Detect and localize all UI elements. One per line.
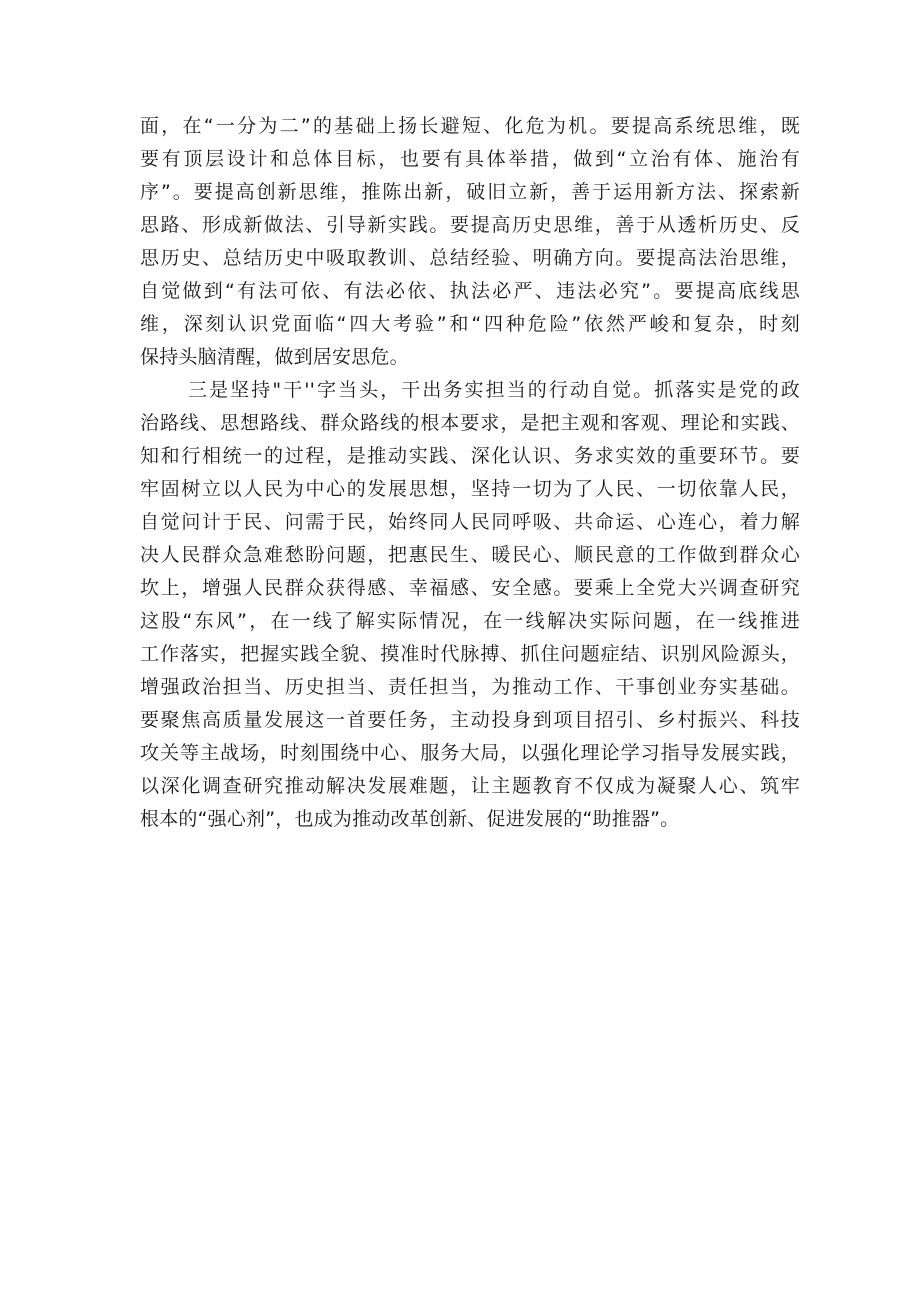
text-line: 以深化调查研究推动解决发展难题，让主题教育不仅成为凝聚人心、筑牢	[140, 775, 800, 797]
paragraph-1	[140, 110, 800, 374]
text-line: 工作落实，把握实践全貌、摸准时代脉搏、抓住问题症结、识别风险源头，	[140, 643, 800, 665]
text-line: 牢固树立以人民为中心的发展思想，坚持一切为了人民、一切依靠人民，	[140, 478, 800, 500]
text-line: 维，深刻认识党面临“四大考验”和“四种危险”依然严峻和复杂，时刻	[140, 313, 800, 335]
text-line: 知和行相统一的过程，是推动实践、深化认识、务求实效的重要环节。要	[140, 445, 800, 467]
text-line: 坎上，增强人民群众获得感、幸福感、安全感。要乘上全党大兴调查研究	[140, 577, 800, 599]
text-line: 根本的“强心剂”，也成为推动改革创新、促进发展的“助推器”。	[140, 808, 680, 830]
text-line: 要有顶层设计和总体目标，也要有具体举措，做到“立治有体、施治有	[140, 148, 800, 170]
text-line: 这股“东风”，在一线了解实际情况，在一线解决实际问题，在一线推进	[140, 610, 800, 632]
text-line: 保持头脑清醒，做到居安思危。	[140, 346, 409, 368]
body-text	[140, 110, 800, 836]
paragraph-2	[140, 374, 800, 836]
text-line: 决人民群众急难愁盼问题，把惠民生、暖民心、顺民意的工作做到群众心	[140, 544, 800, 566]
text-line: 治路线、思想路线、群众路线的根本要求，是把主观和客观、理论和实践、	[140, 412, 800, 434]
text-line: 思路、形成新做法、引导新实践。要提高历史思维，善于从透析历史、反	[140, 214, 800, 236]
text-line: 自觉做到“有法可依、有法必依、执法必严、违法必究”。要提高底线思	[140, 280, 800, 302]
text-line: 面，在“一分为二”的基础上扬长避短、化危为机。要提高系统思维，既	[140, 115, 800, 137]
text-line: 思历史、总结历史中吸取教训、总结经验、明确方向。要提高法治思维，	[140, 247, 800, 269]
text-line: 要聚焦高质量发展这一首要任务，主动投身到项目招引、乡村振兴、科技	[140, 709, 800, 731]
text-line: 自觉问计于民、问需于民，始终同人民同呼吸、共命运、心连心，着力解	[140, 511, 800, 533]
text-line: 攻关等主战场，时刻围绕中心、服务大局，以强化理论学习指导发展实践，	[140, 742, 800, 764]
text-line: 增强政治担当、历史担当、责任担当，为推动工作、干事创业夯实基础。	[140, 676, 800, 698]
text-line: 三是坚持"干''字当头，干出务实担当的行动自觉。抓落实是党的政	[188, 379, 800, 401]
text-line: 序”。要提高创新思维，推陈出新，破旧立新，善于运用新方法、探索新	[140, 181, 800, 203]
